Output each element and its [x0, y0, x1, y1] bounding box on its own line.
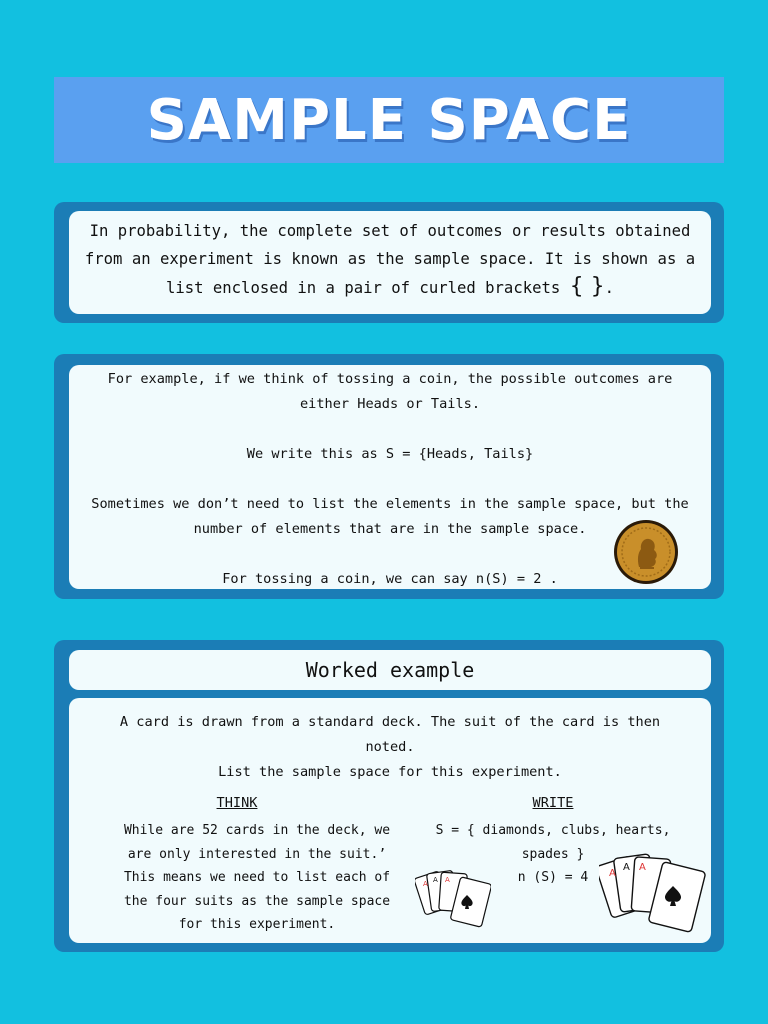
example-line-1: For example, if we think of tossing a coin, the possible outcomes are either Heads or Tails. [107, 371, 673, 412]
question [99, 710, 681, 785]
svg-text:A: A [423, 880, 428, 888]
definition-sentence: In probability, the complete set of outcomes or results obtained from an experiment is known as the sample space. It is shown as a list enclosed in a pair of curled brackets [84, 222, 696, 297]
curly-brackets: { } [569, 274, 605, 299]
coin-example-text [89, 367, 691, 592]
definition-card [69, 211, 711, 314]
think-heading: THINK [216, 795, 258, 811]
write-line-2: n (S) = 4 [517, 870, 589, 885]
definition-panel [54, 202, 724, 323]
example-line-3: Sometimes we don’t need to list the elements in the sample space, but the number of elements that are in the sample space. [91, 496, 689, 537]
write-line-1: S = { diamonds, clubs, hearts, spades } [435, 823, 671, 862]
svg-text:A: A [445, 876, 450, 884]
title-banner [54, 77, 724, 163]
svg-text:A: A [433, 876, 438, 884]
worked-example-card [69, 698, 711, 943]
page-title: SAMPLE SPACE [146, 87, 632, 153]
svg-text:A: A [609, 868, 616, 879]
write-heading: WRITE [532, 795, 574, 811]
coin-example-card [69, 365, 711, 589]
example-line-4: For tossing a coin, we can say n(S) = 2 . [222, 571, 558, 587]
worked-example-heading: Worked example [305, 658, 475, 682]
question-line-1: A card is drawn from a standard deck. The suit of the card is then noted. [119, 714, 661, 755]
think-text: While are 52 cards in the deck, we are only interested in the suit.’ This means we need to list each of the four suits as the sample space for this experiment. [123, 823, 391, 932]
example-line-2: We write this as S = {Heads, Tails} [246, 446, 534, 462]
coin-example-panel [54, 354, 724, 599]
coin-icon [613, 519, 679, 585]
worked-example-header [69, 650, 711, 690]
definition-text [69, 211, 711, 302]
svg-text:A: A [623, 862, 630, 873]
question-line-2: List the sample space for this experiment. [218, 764, 562, 780]
playing-cards-icon [415, 868, 491, 930]
svg-text:A: A [639, 862, 646, 873]
definition-end: . [604, 279, 615, 297]
playing-cards-large-icon [599, 850, 707, 936]
worked-example-panel [54, 640, 724, 952]
